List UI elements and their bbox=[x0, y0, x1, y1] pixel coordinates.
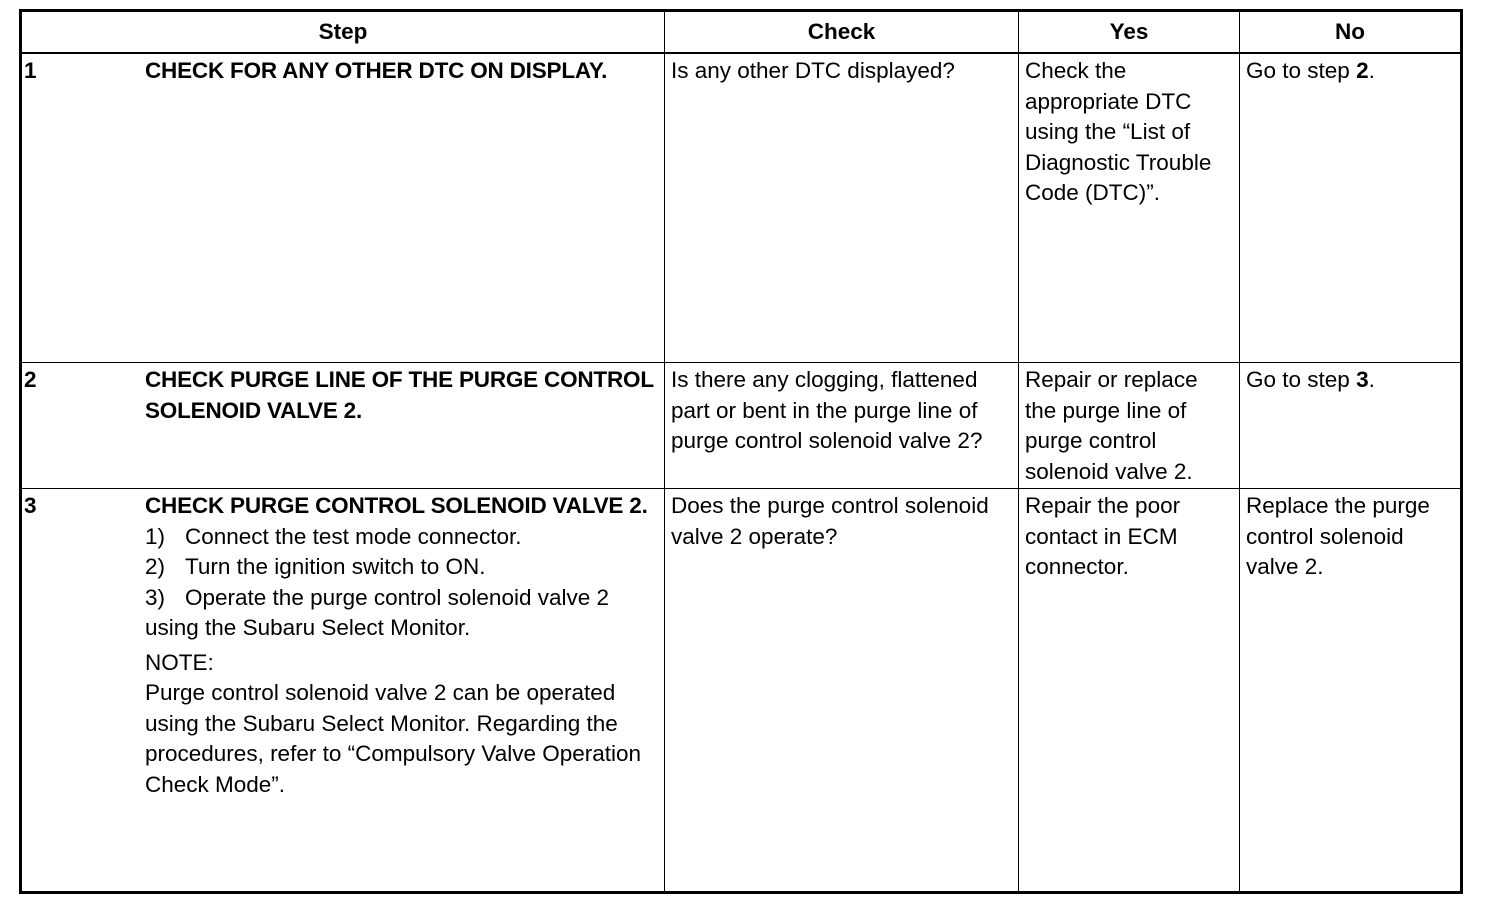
step-number: 1 bbox=[24, 58, 37, 83]
sub-step-text: Turn the ignition switch to ON. bbox=[185, 554, 486, 579]
sub-step bbox=[145, 552, 660, 583]
sub-step-number: 2) bbox=[145, 554, 166, 579]
step-number: 3 bbox=[24, 493, 37, 518]
no-step-ref: 2 bbox=[1356, 58, 1369, 83]
yes-text: Check the appropriate DTC using the “List of Diagnostic Trouble Code (DTC)”. bbox=[1025, 58, 1212, 205]
sub-step-text: Connect the test mode connector. bbox=[185, 523, 522, 549]
sub-step-list bbox=[145, 522, 660, 644]
no-cell bbox=[1240, 363, 1462, 489]
header-no: No bbox=[1240, 11, 1462, 54]
step-title: CHECK PURGE CONTROL SOLENOID VALVE 2. bbox=[145, 493, 648, 518]
no-step-ref: 3 bbox=[1356, 367, 1369, 392]
sub-step-number: 3) bbox=[145, 584, 166, 610]
table-row bbox=[21, 363, 1462, 489]
no-suffix: . bbox=[1368, 367, 1375, 392]
no-text bbox=[1240, 54, 1460, 87]
no-text bbox=[1240, 363, 1460, 396]
header-row bbox=[21, 11, 1462, 54]
diagnostic-table bbox=[19, 9, 1463, 894]
no-cell bbox=[1240, 53, 1462, 363]
check-text: Does the purge control solenoid valve 2 operate? bbox=[671, 493, 989, 549]
check-text: Is there any clogging, flattened part or bent in the purge line of purge control solenoid valve 2? bbox=[671, 367, 983, 453]
step-title: CHECK PURGE LINE OF THE PURGE CONTROL SOLENOID VALVE 2. bbox=[145, 367, 654, 423]
sub-step-text: Operate the purge control solenoid valve 2 using the Subaru Select Monitor. bbox=[145, 584, 610, 640]
note-text: Purge control solenoid valve 2 can be operated using the Subaru Select Monitor. Regarding the procedures, refer to “Compulsory Valve Operation Check Mode”. bbox=[145, 680, 642, 797]
yes-text: Repair the poor contact in ECM connector. bbox=[1025, 493, 1181, 579]
table-row bbox=[21, 489, 1462, 893]
step-number: 2 bbox=[24, 367, 37, 392]
header-check: Check bbox=[665, 11, 1019, 54]
check-cell bbox=[665, 53, 1019, 363]
sub-step bbox=[145, 522, 660, 553]
check-cell bbox=[665, 489, 1019, 893]
table-row bbox=[21, 53, 1462, 363]
header-yes: Yes bbox=[1019, 11, 1240, 54]
no-text: Replace the purge control solenoid valve 2. bbox=[1246, 493, 1430, 579]
no-prefix: Go to step bbox=[1246, 367, 1357, 392]
no-prefix: Go to step bbox=[1246, 58, 1357, 83]
note-label: NOTE: bbox=[145, 649, 214, 675]
yes-cell bbox=[1019, 53, 1240, 363]
yes-cell bbox=[1019, 363, 1240, 489]
yes-cell bbox=[1019, 489, 1240, 893]
check-text: Is any other DTC displayed? bbox=[671, 58, 955, 83]
step-title: CHECK FOR ANY OTHER DTC ON DISPLAY. bbox=[145, 58, 608, 83]
no-suffix: . bbox=[1368, 58, 1375, 83]
no-cell bbox=[1240, 489, 1462, 893]
header-step: Step bbox=[21, 11, 665, 54]
check-cell bbox=[665, 363, 1019, 489]
step-cell bbox=[21, 53, 665, 363]
step-cell bbox=[21, 489, 665, 893]
yes-text: Repair or replace the purge line of purge control solenoid valve 2. bbox=[1025, 367, 1198, 484]
sub-step-number: 1) bbox=[145, 523, 166, 549]
sub-step bbox=[145, 583, 660, 644]
step-cell bbox=[21, 363, 665, 489]
